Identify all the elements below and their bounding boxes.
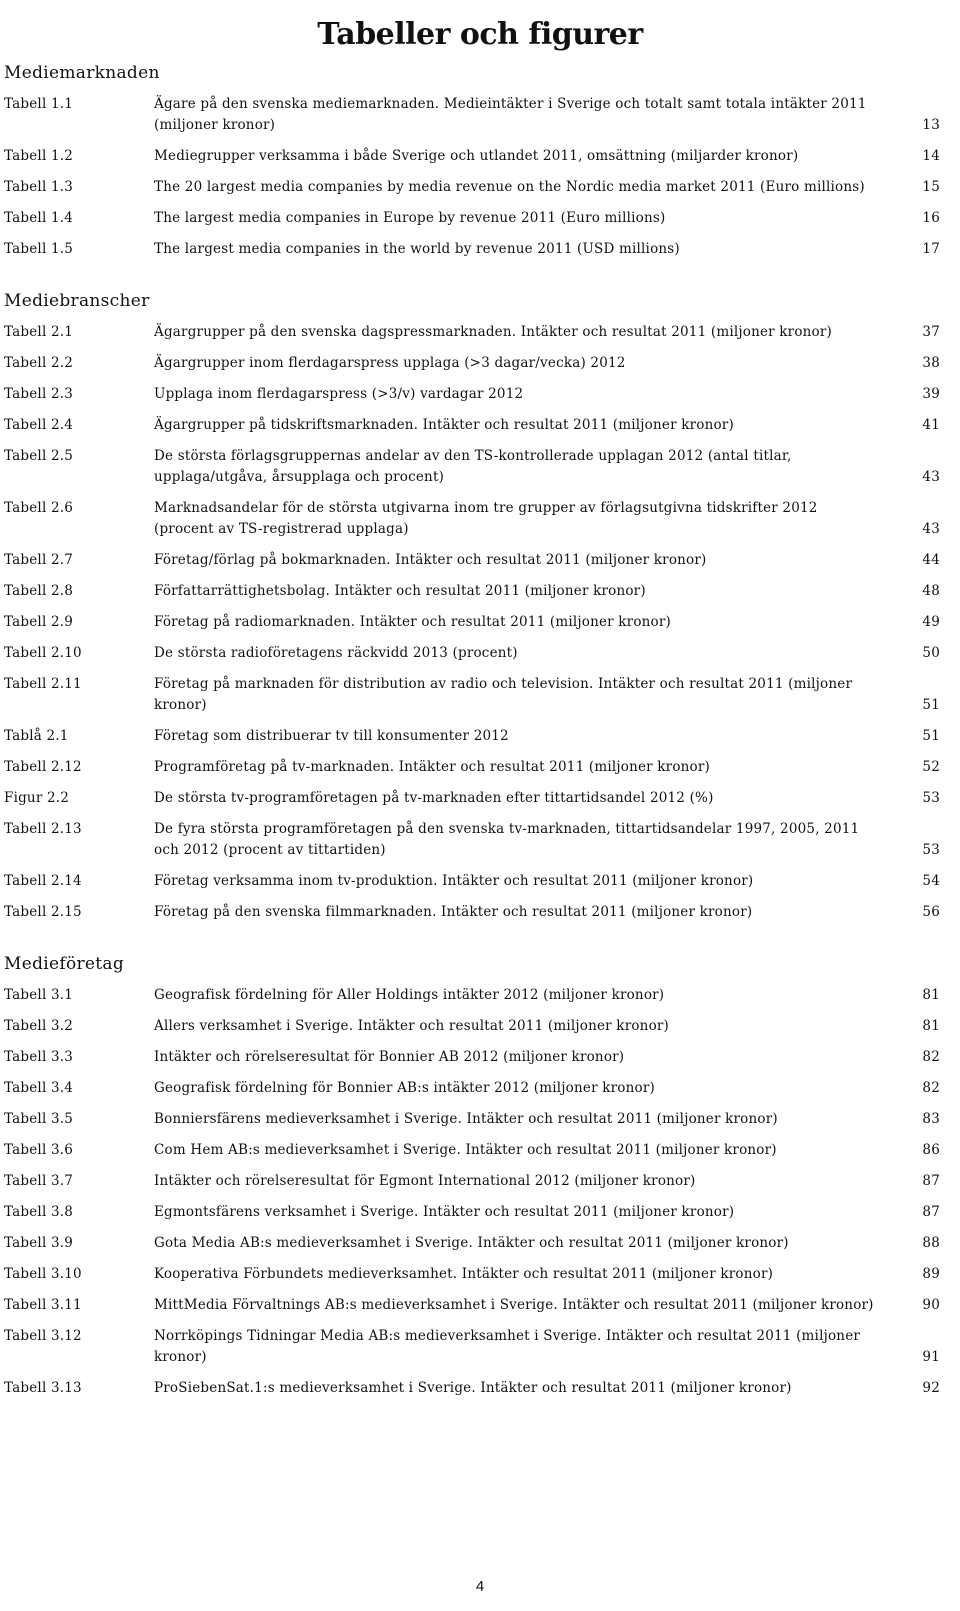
entry-title: De fyra största programföretagen på den svenska tv-marknaden, tittartidsandelar 1997, 2005, 2011 och 2012 (procent av tittartiden) <box>154 821 860 858</box>
entry-page-number: 81 <box>922 1018 940 1034</box>
entry-number: Tabell 2.4 <box>4 417 74 433</box>
entry-page-number: 48 <box>922 583 940 599</box>
toc-entry <box>4 1264 940 1295</box>
entry-title: Företag verksamma inom tv-produktion. Intäkter och resultat 2011 (miljoner kronor) <box>154 873 754 889</box>
entry-page-number: 90 <box>922 1297 940 1313</box>
toc-entry <box>4 353 940 384</box>
entry-page-number: 87 <box>922 1173 940 1189</box>
toc-entry <box>4 581 940 612</box>
entry-page-number: 51 <box>922 728 940 744</box>
entry-title: Företag på den svenska filmmarknaden. Intäkter och resultat 2011 (miljoner kronor) <box>154 904 753 920</box>
entry-number: Tabell 2.8 <box>4 583 74 599</box>
toc-section <box>4 953 940 1409</box>
toc-entry <box>4 788 940 819</box>
entry-page-number: 52 <box>922 759 940 775</box>
entry-number: Tabell 2.15 <box>4 904 82 920</box>
toc-entry <box>4 384 940 415</box>
toc-entry <box>4 239 940 270</box>
toc-entry <box>4 146 940 177</box>
entry-number: Figur 2.2 <box>4 790 70 806</box>
entry-page-number: 82 <box>922 1049 940 1065</box>
entry-title: Författarrättighetsbolag. Intäkter och resultat 2011 (miljoner kronor) <box>154 583 646 599</box>
entry-title: Norrköpings Tidningar Media AB:s medieverksamhet i Sverige. Intäkter och resultat 2011 (miljoner kronor) <box>154 1328 861 1365</box>
entry-title: Ägargrupper på den svenska dagspressmarknaden. Intäkter och resultat 2011 (miljoner kronor) <box>154 324 833 340</box>
entry-title: ProSiebenSat.1:s medieverksamhet i Sverige. Intäkter och resultat 2011 (miljoner kronor) <box>154 1380 792 1396</box>
entry-title: The largest media companies in Europe by revenue 2011 (Euro millions) <box>154 210 666 226</box>
entry-number: Tabell 2.6 <box>4 500 74 516</box>
toc-entry <box>4 1233 940 1264</box>
entry-title: Företag/förlag på bokmarknaden. Intäkter och resultat 2011 (miljoner kronor) <box>154 552 707 568</box>
toc-entry <box>4 1202 940 1233</box>
entry-number: Tabell 3.4 <box>4 1080 74 1096</box>
entry-title: Programföretag på tv-marknaden. Intäkter och resultat 2011 (miljoner kronor) <box>154 759 710 775</box>
entry-page-number: 87 <box>922 1204 940 1220</box>
toc-entry <box>4 643 940 674</box>
entry-number: Tabell 2.3 <box>4 386 74 402</box>
entry-title: Geografisk fördelning för Aller Holdings intäkter 2012 (miljoner kronor) <box>154 987 665 1003</box>
entry-number: Tabell 3.5 <box>4 1111 74 1127</box>
entry-number: Tabell 3.3 <box>4 1049 74 1065</box>
entry-title: Intäkter och rörelseresultat för Bonnier AB 2012 (miljoner kronor) <box>154 1049 625 1065</box>
toc-entry <box>4 177 940 208</box>
entry-title: Bonniersfärens medieverksamhet i Sverige. Intäkter och resultat 2011 (miljoner kronor) <box>154 1111 778 1127</box>
page-title: Tabeller och figurer <box>317 17 643 53</box>
toc-entry <box>4 1078 940 1109</box>
entry-number: Tabell 1.4 <box>4 210 74 226</box>
entry-page-number: 86 <box>922 1142 940 1158</box>
entry-number: Tabell 2.13 <box>4 821 82 837</box>
entry-title: Företag på marknaden för distribution av radio och television. Intäkter och resultat 2011 (miljoner kronor) <box>154 676 853 713</box>
section-heading: Medieföretag <box>4 954 125 974</box>
section-heading: Mediemarknaden <box>4 63 160 83</box>
entry-page-number: 53 <box>922 790 940 806</box>
entry-title: Ägargrupper på tidskriftsmarknaden. Intäkter och resultat 2011 (miljoner kronor) <box>154 417 734 433</box>
entry-page-number: 17 <box>922 241 940 257</box>
entry-number: Tabell 2.14 <box>4 873 82 889</box>
entry-title: Com Hem AB:s medieverksamhet i Sverige. Intäkter och resultat 2011 (miljoner kronor) <box>154 1142 777 1158</box>
entry-number: Tabell 2.10 <box>4 645 82 661</box>
entry-page-number: 13 <box>922 117 940 133</box>
entry-title: Ägare på den svenska mediemarknaden. Medieintäkter i Sverige och totalt samt totala intäkter 2011 (miljoner kronor) <box>154 96 867 133</box>
toc-entry <box>4 819 940 871</box>
toc-entry <box>4 208 940 239</box>
entry-number: Tabell 2.11 <box>4 676 82 692</box>
entry-title: De största förlagsgruppernas andelar av den TS-kontrollerade upplagan 2012 (antal titlar, upplaga/utgåva, årsupplaga och procent) <box>154 448 792 485</box>
entry-title: Gota Media AB:s medieverksamhet i Sverige. Intäkter och resultat 2011 (miljoner kronor) <box>154 1235 789 1251</box>
entry-page-number: 15 <box>922 179 940 195</box>
toc-entry <box>4 1171 940 1202</box>
entry-number: Tabell 3.13 <box>4 1380 82 1396</box>
toc-section <box>4 290 940 933</box>
entry-page-number: 16 <box>922 210 940 226</box>
entry-page-number: 54 <box>922 873 940 889</box>
entry-number: Tabell 3.11 <box>4 1297 82 1313</box>
entry-page-number: 41 <box>922 417 940 433</box>
entry-page-number: 56 <box>922 904 940 920</box>
entry-page-number: 43 <box>922 521 940 537</box>
entry-title: Marknadsandelar för de största utgivarna inom tre grupper av förlagsutgivna tidskrifter 2012 (procent av TS-registrerad upplaga) <box>154 500 818 537</box>
entry-title: Upplaga inom flerdagarspress (>3/v) vardagar 2012 <box>154 386 524 402</box>
entry-title: Ägargrupper inom flerdagarspress upplaga (>3 dagar/vecka) 2012 <box>154 355 626 371</box>
entry-number: Tabell 3.10 <box>4 1266 82 1282</box>
toc-entry <box>4 446 940 498</box>
entry-page-number: 53 <box>922 842 940 858</box>
toc-entry <box>4 322 940 353</box>
entry-number: Tabell 3.6 <box>4 1142 74 1158</box>
entry-title: De största tv-programföretagen på tv-marknaden efter tittartidsandel 2012 (%) <box>154 790 714 806</box>
entry-number: Tabell 3.9 <box>4 1235 74 1251</box>
entry-page-number: 38 <box>922 355 940 371</box>
entry-title: Allers verksamhet i Sverige. Intäkter och resultat 2011 (miljoner kronor) <box>154 1018 670 1034</box>
toc-entry <box>4 1016 940 1047</box>
entry-page-number: 44 <box>922 552 940 568</box>
entry-number: Tabell 3.8 <box>4 1204 74 1220</box>
entry-page-number: 14 <box>922 148 940 164</box>
entry-number: Tabell 3.7 <box>4 1173 74 1189</box>
entry-page-number: 82 <box>922 1080 940 1096</box>
entry-title: De största radioföretagens räckvidd 2013 (procent) <box>154 645 518 661</box>
entry-title: Geografisk fördelning för Bonnier AB:s intäkter 2012 (miljoner kronor) <box>154 1080 655 1096</box>
toc-entry <box>4 1326 940 1378</box>
entry-number: Tabell 2.1 <box>4 324 74 340</box>
toc-entry <box>4 612 940 643</box>
page-number: 4 <box>475 1578 485 1595</box>
toc-entry <box>4 726 940 757</box>
entry-number: Tabell 1.2 <box>4 148 74 164</box>
section-heading: Mediebranscher <box>4 291 150 311</box>
toc-entry <box>4 1378 940 1409</box>
toc-entry <box>4 871 940 902</box>
entry-page-number: 91 <box>922 1349 940 1365</box>
toc-entry <box>4 1047 940 1078</box>
entry-title: The largest media companies in the world by revenue 2011 (USD millions) <box>154 241 680 257</box>
toc-entry <box>4 550 940 581</box>
entry-page-number: 88 <box>922 1235 940 1251</box>
entry-page-number: 89 <box>922 1266 940 1282</box>
entry-page-number: 39 <box>922 386 940 402</box>
toc-entry <box>4 985 940 1016</box>
toc-entry <box>4 415 940 446</box>
toc-entry <box>4 674 940 726</box>
entry-title: Företag som distribuerar tv till konsumenter 2012 <box>154 728 509 744</box>
toc-entry <box>4 498 940 550</box>
entry-number: Tabell 2.7 <box>4 552 74 568</box>
entry-number: Tabell 2.9 <box>4 614 74 630</box>
entry-title: Egmontsfärens verksamhet i Sverige. Intäkter och resultat 2011 (miljoner kronor) <box>154 1204 735 1220</box>
entry-title: Kooperativa Förbundets medieverksamhet. Intäkter och resultat 2011 (miljoner kronor) <box>154 1266 774 1282</box>
entry-page-number: 43 <box>922 469 940 485</box>
entry-title: Mediegrupper verksamma i både Sverige och utlandet 2011, omsättning (miljarder kronor) <box>154 148 799 164</box>
entry-number: Tabell 3.1 <box>4 987 74 1003</box>
entry-number: Tabell 1.5 <box>4 241 74 257</box>
toc-entry <box>4 902 940 933</box>
entry-number: Tabell 2.12 <box>4 759 82 775</box>
entry-number: Tabell 3.12 <box>4 1328 82 1344</box>
toc-entry <box>4 94 940 146</box>
toc-entry <box>4 757 940 788</box>
entry-number: Tabell 1.1 <box>4 96 74 112</box>
toc-entry <box>4 1140 940 1171</box>
entry-number: Tabell 3.2 <box>4 1018 74 1034</box>
entry-number: Tablå 2.1 <box>4 728 69 744</box>
entry-page-number: 81 <box>922 987 940 1003</box>
entry-page-number: 83 <box>922 1111 940 1127</box>
entry-title: Företag på radiomarknaden. Intäkter och resultat 2011 (miljoner kronor) <box>154 614 671 630</box>
toc-entry <box>4 1295 940 1326</box>
entry-page-number: 92 <box>922 1380 940 1396</box>
toc-section <box>4 62 940 270</box>
entry-page-number: 49 <box>922 614 940 630</box>
entry-title: The 20 largest media companies by media revenue on the Nordic media market 2011 (Euro millions) <box>154 179 865 195</box>
entry-page-number: 50 <box>922 645 940 661</box>
toc-entry <box>4 1109 940 1140</box>
entry-page-number: 51 <box>922 697 940 713</box>
entry-title: Intäkter och rörelseresultat för Egmont International 2012 (miljoner kronor) <box>154 1173 696 1189</box>
entry-number: Tabell 2.5 <box>4 448 74 464</box>
table-of-contents <box>4 62 940 1409</box>
entry-page-number: 37 <box>922 324 940 340</box>
entry-number: Tabell 1.3 <box>4 179 74 195</box>
entry-title: MittMedia Förvaltnings AB:s medieverksamhet i Sverige. Intäkter och resultat 2011 (miljoner kronor) <box>154 1297 874 1313</box>
entry-number: Tabell 2.2 <box>4 355 74 371</box>
